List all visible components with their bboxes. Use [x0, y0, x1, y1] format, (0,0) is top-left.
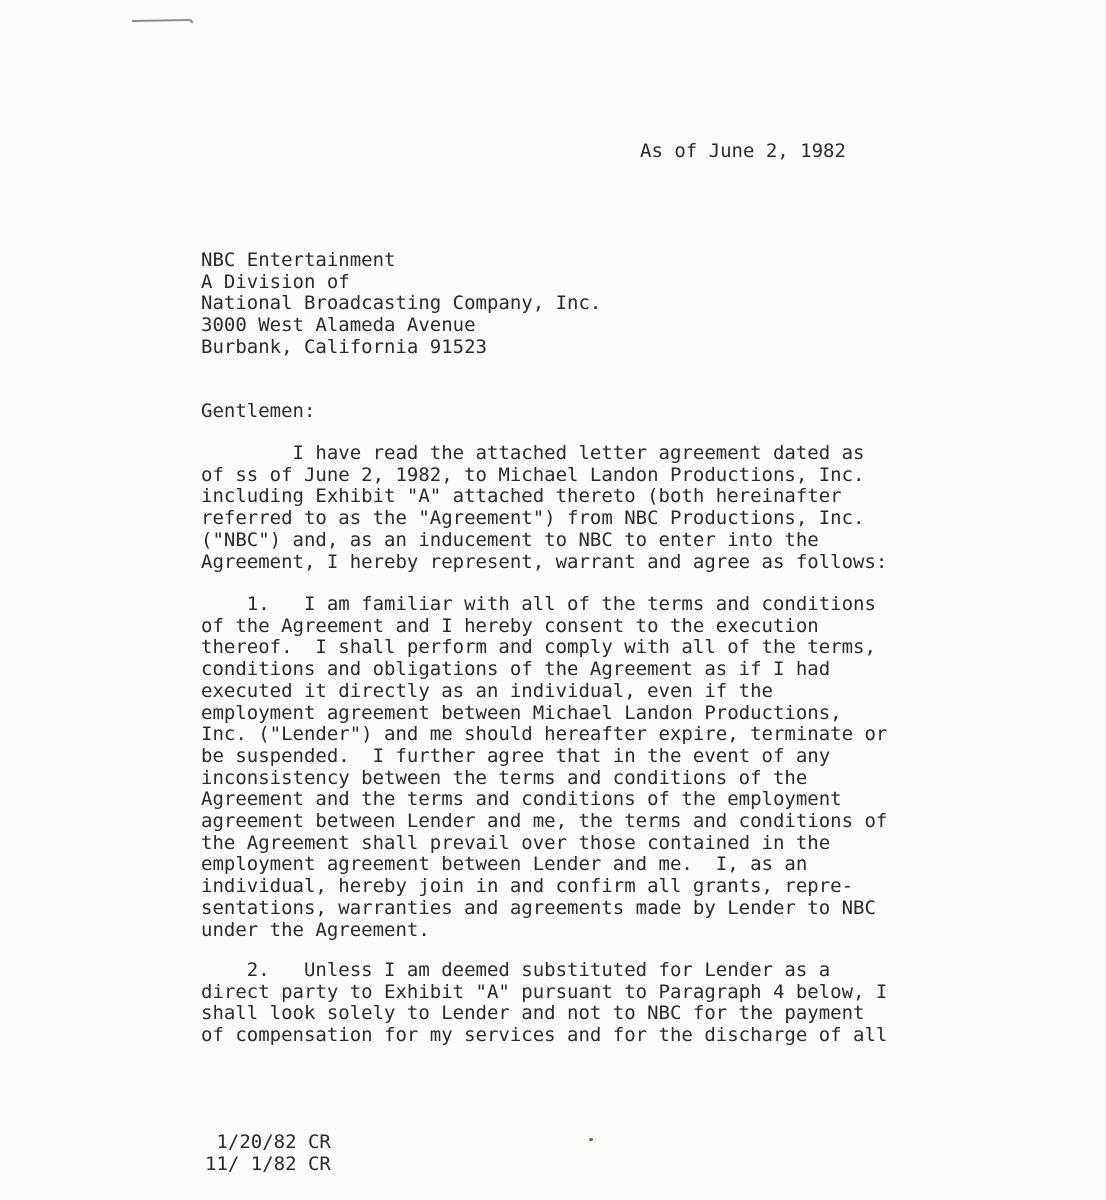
text-line: of ss of June 2, 1982, to Michael Landon Productions, Inc. [201, 463, 865, 486]
text-line: direct party to Exhibit "A" pursuant to Paragraph 4 below, I [201, 980, 888, 1003]
address-line: NBC Entertainment [201, 249, 396, 271]
text-line: Agreement and the terms and conditions of the employment [201, 788, 842, 811]
text-line: ("NBC") and, as an inducement to NBC to enter into the [201, 528, 819, 551]
text-line: employment agreement between Michael Landon Productions, [201, 701, 842, 724]
text-line: executed it directly as an individual, even if the [201, 679, 773, 702]
text-line: agreement between Lender and me, the terms and conditions of [201, 810, 888, 833]
address-line: 3000 West Alameda Avenue [201, 314, 476, 337]
text-line: sentations, warranties and agreements made by Lender to NBC [201, 896, 876, 919]
text-line: including Exhibit "A" attached thereto (both hereinafter [201, 485, 842, 508]
paragraph-2 [201, 960, 887, 1047]
intro-paragraph [201, 443, 887, 573]
text-line: referred to as the "Agreement") from NBC Productions, Inc. [201, 507, 865, 530]
address-line: A Division of [201, 270, 350, 293]
text-line: individual, hereby join in and confirm all grants, repre- [201, 875, 854, 898]
text-line: of compensation for my services and for the discharge of all [201, 1024, 888, 1047]
text-line: 2. Unless I am deemed substituted for Lender as a [201, 959, 831, 981]
revision-line: 1/20/82 CR [205, 1131, 331, 1153]
text-line: inconsistency between the terms and conditions of the [201, 766, 808, 789]
text-line: Agreement, I hereby represent, warrant and agree as follows: [201, 550, 888, 573]
text-line: of the Agreement and I hereby consent to the execution [201, 614, 819, 637]
recipient-address [201, 250, 601, 359]
paragraph-1 [201, 594, 887, 941]
text-line: be suspended. I further agree that in the event of any [201, 744, 831, 767]
text-line: employment agreement between Lender and me. I, as an [201, 853, 808, 876]
text-line: conditions and obligations of the Agreement as if I had [201, 658, 831, 681]
text-line: Inc. ("Lender") and me should hereafter expire, terminate or [201, 723, 888, 746]
text-line: thereof. I shall perform and comply with all of the terms, [201, 636, 876, 659]
staple-mark [131, 18, 193, 24]
address-line: National Broadcasting Company, Inc. [201, 292, 602, 315]
revision-notes [205, 1131, 331, 1175]
paper-speck [589, 1138, 593, 1141]
text-line: shall look solely to Lender and not to NBC for the payment [201, 1002, 865, 1025]
revision-line: 11/ 1/82 CR [205, 1153, 331, 1175]
letter-date: As of June 2, 1982 [640, 140, 846, 162]
text-line: I have read the attached letter agreement dated as [201, 442, 865, 464]
salutation: Gentlemen: [201, 400, 316, 422]
text-line: 1. I am familiar with all of the terms and conditions [201, 593, 876, 615]
text-line: under the Agreement. [201, 918, 430, 941]
address-line: Burbank, California 91523 [201, 335, 487, 358]
text-line: the Agreement shall prevail over those contained in the [201, 831, 831, 854]
